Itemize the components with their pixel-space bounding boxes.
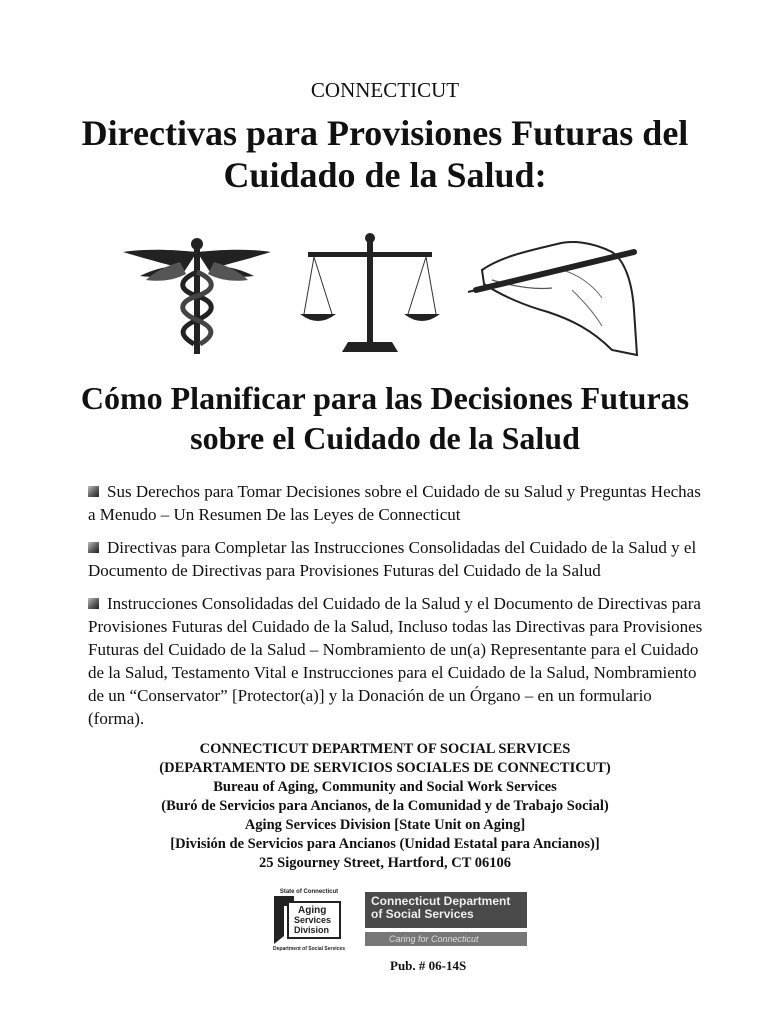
dss-logo <box>365 892 527 944</box>
bullet-item <box>88 592 708 730</box>
bullet-item <box>88 536 708 582</box>
aging-services-logo <box>268 886 350 952</box>
aging-logo-name-1: Aging <box>298 905 327 916</box>
bullet-item <box>88 480 708 526</box>
dss-logo-line-2: of Social Services <box>371 907 474 921</box>
square-bullet-icon <box>88 598 99 609</box>
department-line: Bureau of Aging, Community and Social Work Services <box>213 779 557 795</box>
bullet-text: Sus Derechos para Tomar Decisiones sobre el Cuidado de su Salud y Preguntas Hechas a Menudo – Un Resumen De las Leyes de Connecticut <box>88 482 701 524</box>
dss-logo-tagline: Caring for Connecticut <box>365 932 527 946</box>
subtitle-line-2: sobre el Cuidado de la Salud <box>190 420 580 456</box>
bullet-text: Instrucciones Consolidadas del Cuidado de la Salud y el Documento de Directivas para Provisiones Futuras del Cuidado de la Salud, Incluso todas las Directivas para Provisiones Futuras del Cuidado de la Salud – Nombramiento de un(a) Representante para el Cuidado de la Salud, Testamento Vital e Instrucciones para el Cuidado de la Salud, Nombramiento de un “Conservator” [Protector(a)] y la Donación de un Órgano – en un formulario (forma). <box>88 594 703 728</box>
subtitle <box>0 378 770 458</box>
department-line: 25 Sigourney Street, Hartford, CT 06106 <box>259 855 511 871</box>
logos-row <box>268 886 528 956</box>
department-line: CONNECTICUT DEPARTMENT OF SOCIAL SERVICES <box>199 741 571 757</box>
aging-logo-top: State of Connecticut <box>279 889 339 895</box>
caduceus-icon <box>118 232 276 356</box>
document-title <box>0 112 770 196</box>
title-line-2: Cuidado de la Salud: <box>223 155 547 195</box>
aging-logo-name-3: Division <box>294 925 330 935</box>
subtitle-line-1: Cómo Planificar para las Decisiones Futuras <box>80 380 690 416</box>
bullet-list <box>88 480 708 740</box>
state-heading: CONNECTICUT <box>310 78 460 102</box>
scales-of-justice-icon <box>300 232 440 356</box>
hand-writing-icon <box>462 230 642 360</box>
square-bullet-icon <box>88 542 99 553</box>
square-bullet-icon <box>88 486 99 497</box>
aging-logo-name-2: Services <box>294 915 332 925</box>
department-line: Aging Services Division [State Unit on Aging] <box>244 817 526 833</box>
department-block <box>0 740 770 873</box>
department-line: (DEPARTAMENTO DE SERVICIOS SOCIALES DE CONNECTICUT) <box>159 760 611 776</box>
publication-number: Pub. # 06-14S <box>390 958 467 973</box>
department-line: (Buró de Servicios para Ancianos, de la Comunidad y de Trabajo Social) <box>161 798 609 814</box>
dss-logo-line-1: Connecticut Department <box>371 894 511 908</box>
department-line: [División de Servicios para Ancianos (Unidad Estatal para Ancianos)] <box>170 836 600 852</box>
bullet-text: Directivas para Completar las Instrucciones Consolidadas del Cuidado de la Salud y el Documento de Directivas para Provisiones Futuras del Cuidado de la Salud <box>88 538 697 580</box>
symbols-row <box>0 222 770 362</box>
title-line-1: Directivas para Provisiones Futuras del <box>81 113 689 153</box>
aging-logo-bottom: Department of Social Services <box>273 946 345 952</box>
